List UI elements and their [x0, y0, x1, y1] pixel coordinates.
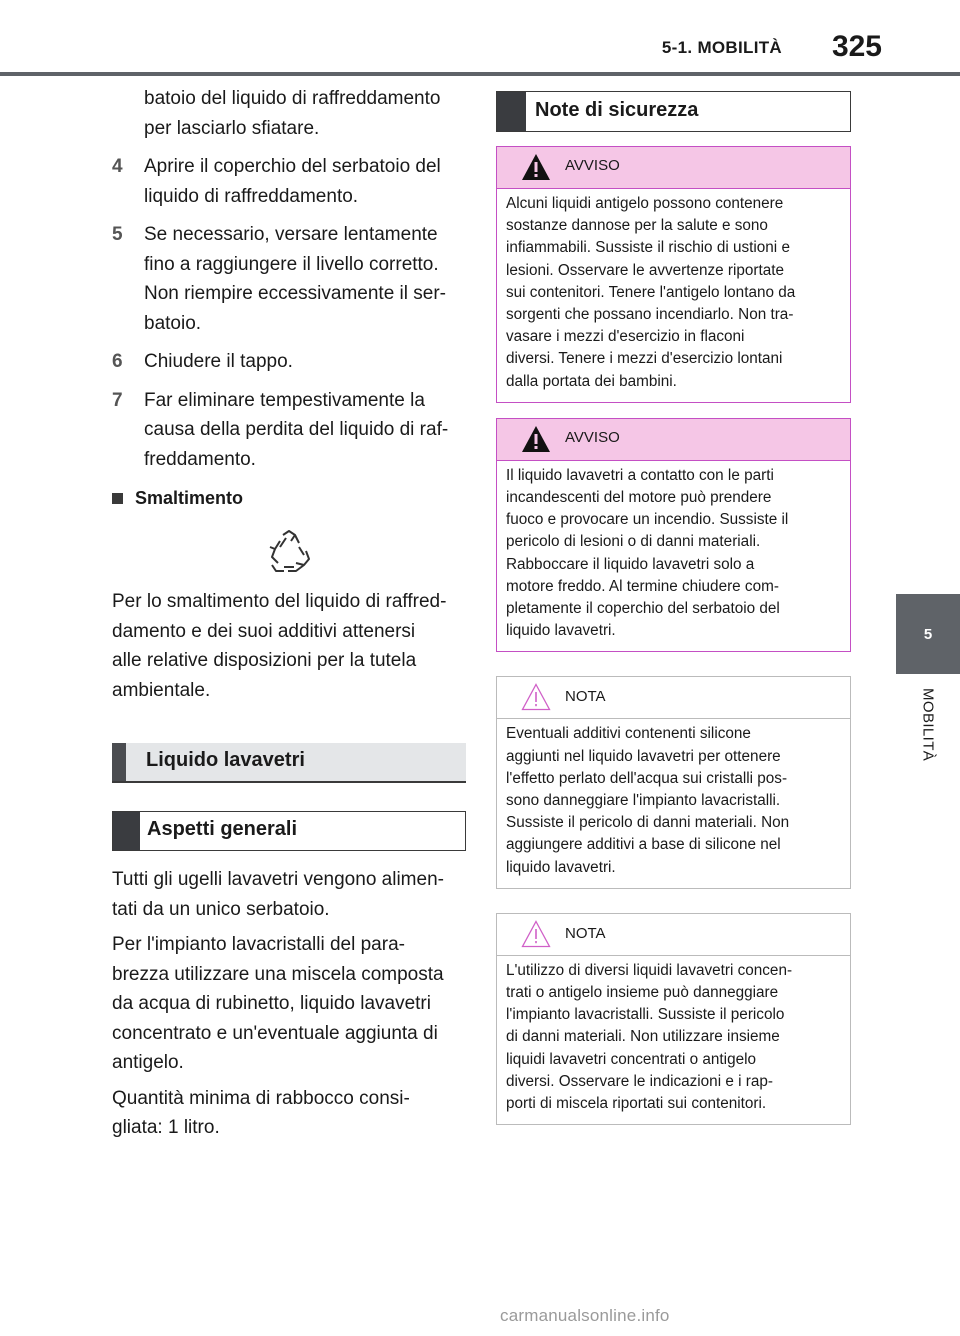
- body-paragraph: [112, 1084, 466, 1143]
- notice-text-line: aggiunti nel liquido lavavetri per ottenere: [506, 747, 781, 765]
- body-text-line: da acqua di rubinetto, liquido lavavetri: [112, 993, 431, 1014]
- warning-header: [497, 419, 850, 461]
- notice-text-line: L'utilizzo di diversi liquidi lavavetri concen-: [506, 961, 793, 979]
- subsection-title-bar: [113, 812, 140, 850]
- disposal-text-line: ambientale.: [112, 679, 211, 701]
- warning-box: [496, 418, 851, 653]
- chapter-label: MOBILITÀ: [919, 688, 937, 762]
- notice-text-line: porti di miscela riportati sui contenitori.: [506, 1095, 767, 1113]
- notice-header: [497, 914, 850, 956]
- notice-text-line: di danni materiali. Non utilizzare insieme: [506, 1028, 780, 1046]
- notice-text-line: Sussiste il pericolo di danni materiali. Non: [506, 814, 790, 832]
- square-bullet-icon: [112, 493, 123, 504]
- warning-text-line: Rabboccare il liquido lavavetri solo a: [506, 555, 755, 573]
- step-item: [112, 84, 466, 143]
- page-number: 325: [831, 30, 882, 63]
- notice-text-line: l'effetto perlato dell'acqua sui cristalli pos-: [506, 769, 788, 787]
- chapter-label-tab: [896, 674, 960, 854]
- step-text-line: per lasciarlo sfiatare.: [144, 117, 320, 139]
- notes-title: Note di sicurezza: [535, 99, 699, 121]
- body-text-line: Per l'impianto lavacristalli del para-: [112, 934, 405, 955]
- subsection-title-box: [112, 811, 466, 851]
- warning-text-line: pericolo di lesioni o di danni materiali.: [506, 533, 761, 551]
- step-number: 5: [112, 224, 123, 245]
- right-column: [496, 91, 851, 1125]
- notice-text-line: l'impianto lavacristalli. Sussiste il pericolo: [506, 1006, 785, 1024]
- disposal-text-line: Per lo smaltimento del liquido di raffred-: [112, 591, 447, 612]
- notice-text-line: sono danneggiare l'impianto lavacristalli.: [506, 792, 781, 810]
- warning-body: [497, 461, 850, 652]
- section-title-bar: [112, 743, 126, 781]
- step-text-line: batoio del liquido di raffreddamento: [144, 88, 441, 109]
- warning-text-line: incandescenti del motore può prendere: [506, 489, 772, 507]
- step-text-line: liquido di raffreddamento.: [144, 185, 359, 207]
- disposal-text-line: alle relative disposizioni per la tutela: [112, 650, 417, 671]
- warning-label: AVVISO: [565, 428, 620, 446]
- step-text-line: causa della perdita del liquido di raf-: [144, 419, 449, 440]
- notice-label: NOTA: [565, 924, 606, 942]
- notice-text-line: aggiungere additivi a base di silicone nel: [506, 836, 781, 854]
- step-number: 4: [112, 156, 123, 177]
- notice-body: [497, 719, 850, 887]
- step-text-line: Aprire il coperchio del serbatoio del: [144, 156, 441, 177]
- warning-text-line: fuoco e provocare un incendio. Sussiste il: [506, 511, 789, 529]
- section-title: Liquido lavavetri: [146, 749, 305, 771]
- warning-label: AVVISO: [565, 157, 620, 174]
- body-text-line: brezza utilizzare una miscela composta: [112, 963, 444, 985]
- section-title-box: [112, 743, 466, 783]
- step-text-line: Non riempire eccessivamente il ser-: [144, 283, 446, 304]
- warning-box: [496, 146, 851, 403]
- notes-title-box: [496, 91, 851, 132]
- notice-text-line: trati o antigelo insieme può danneggiare: [506, 984, 779, 1002]
- warning-triangle-icon: [521, 153, 551, 186]
- body-text-line: tati da un unico serbatoio.: [112, 898, 330, 920]
- warning-text-line: liquido lavavetri.: [506, 622, 616, 640]
- warning-text-line: Il liquido lavavetri a contatto con le parti: [506, 466, 774, 484]
- step-item: [112, 386, 466, 475]
- notice-body: [497, 956, 850, 1124]
- watermark: carmanualsonline.info: [500, 1306, 670, 1325]
- recycle-icon: [112, 529, 466, 577]
- notice-label: NOTA: [565, 688, 606, 706]
- body-text-line: gliata: 1 litro.: [112, 1117, 220, 1138]
- warning-list: [496, 146, 851, 652]
- notice-triangle-icon: [521, 683, 551, 716]
- body-text-line: Quantità minima di rabbocco consi-: [112, 1087, 410, 1109]
- notice-text-line: liquido lavavetri.: [506, 858, 616, 876]
- warning-text-line: motore freddo. Al termine chiudere com-: [506, 577, 779, 595]
- notice-box: [496, 676, 851, 888]
- notice-triangle-icon: [521, 920, 551, 953]
- body-text-line: antigelo.: [112, 1052, 184, 1073]
- disposal-text-line: damento e dei suoi additivi attenersi: [112, 620, 416, 642]
- warning-text-line: lesioni. Osservare le avvertenze riportate: [506, 261, 785, 279]
- body-paragraph: [112, 930, 466, 1078]
- step-text-line: Se necessario, versare lentamente: [144, 224, 438, 245]
- disposal-text: [112, 587, 466, 705]
- warning-triangle-icon: [521, 425, 551, 458]
- warning-text-line: dalla portata dei bambini.: [506, 372, 677, 390]
- step-number: 6: [112, 351, 123, 372]
- warning-text-line: vasare i mezzi d'esercizio in flaconi: [506, 328, 745, 346]
- warning-text-line: sorgenti che possano incendiarlo. Non tra-: [506, 306, 794, 324]
- notice-text-line: diversi. Osservare le indicazioni e i rap-: [506, 1072, 773, 1090]
- notice-header: [497, 677, 850, 719]
- step-text-line: batoio.: [144, 312, 202, 334]
- disposal-heading: [112, 488, 466, 509]
- warning-text-line: Alcuni liquidi antigelo possono contenere: [506, 195, 784, 212]
- step-item: [112, 347, 466, 377]
- body-paragraph: [112, 865, 466, 924]
- step-list: [112, 84, 466, 474]
- notice-text-line: liquidi lavavetri concentrati o antigelo: [506, 1050, 756, 1068]
- left-column: [112, 84, 466, 1149]
- notice-text-line: Eventuali additivi contenenti silicone: [506, 725, 751, 743]
- step-number: 7: [112, 389, 123, 411]
- subsection-title: Aspetti generali: [147, 818, 298, 840]
- header-rule: [0, 72, 960, 76]
- notice-list: [496, 676, 851, 1125]
- warning-text-line: infiammabili. Sussiste il rischio di ustioni e: [506, 239, 790, 257]
- body-text-line: concentrato e un'eventuale aggiunta di: [112, 1022, 438, 1044]
- step-text-line: freddamento.: [144, 448, 256, 470]
- step-item: [112, 152, 466, 211]
- step-text-line: Far eliminare tempestivamente la: [144, 389, 425, 411]
- warning-text-line: sui contenitori. Tenere l'antigelo lontano da: [506, 283, 796, 301]
- paragraph-list: [112, 865, 466, 1143]
- chapter-tab[interactable]: [896, 594, 960, 674]
- warning-text-line: diversi. Tenere i mezzi d'esercizio lontani: [506, 350, 783, 368]
- warning-text-line: pletamente il coperchio del serbatoio del: [506, 600, 780, 618]
- section-label: 5-1. MOBILITÀ: [661, 38, 782, 57]
- notes-title-bar: [497, 92, 526, 131]
- chapter-number: 5: [923, 625, 933, 643]
- body-text-line: Tutti gli ugelli lavavetri vengono alimen-: [112, 869, 444, 890]
- step-item: [112, 220, 466, 338]
- disposal-heading-text: Smaltimento: [135, 488, 244, 508]
- step-text-line: fino a raggiungere il livello corretto.: [144, 253, 439, 275]
- step-text-line: Chiudere il tappo.: [144, 351, 293, 372]
- warning-text-line: sostanze dannose per la salute e sono: [506, 217, 768, 235]
- notice-box: [496, 913, 851, 1125]
- warning-body: [497, 189, 850, 402]
- warning-header: [497, 147, 850, 189]
